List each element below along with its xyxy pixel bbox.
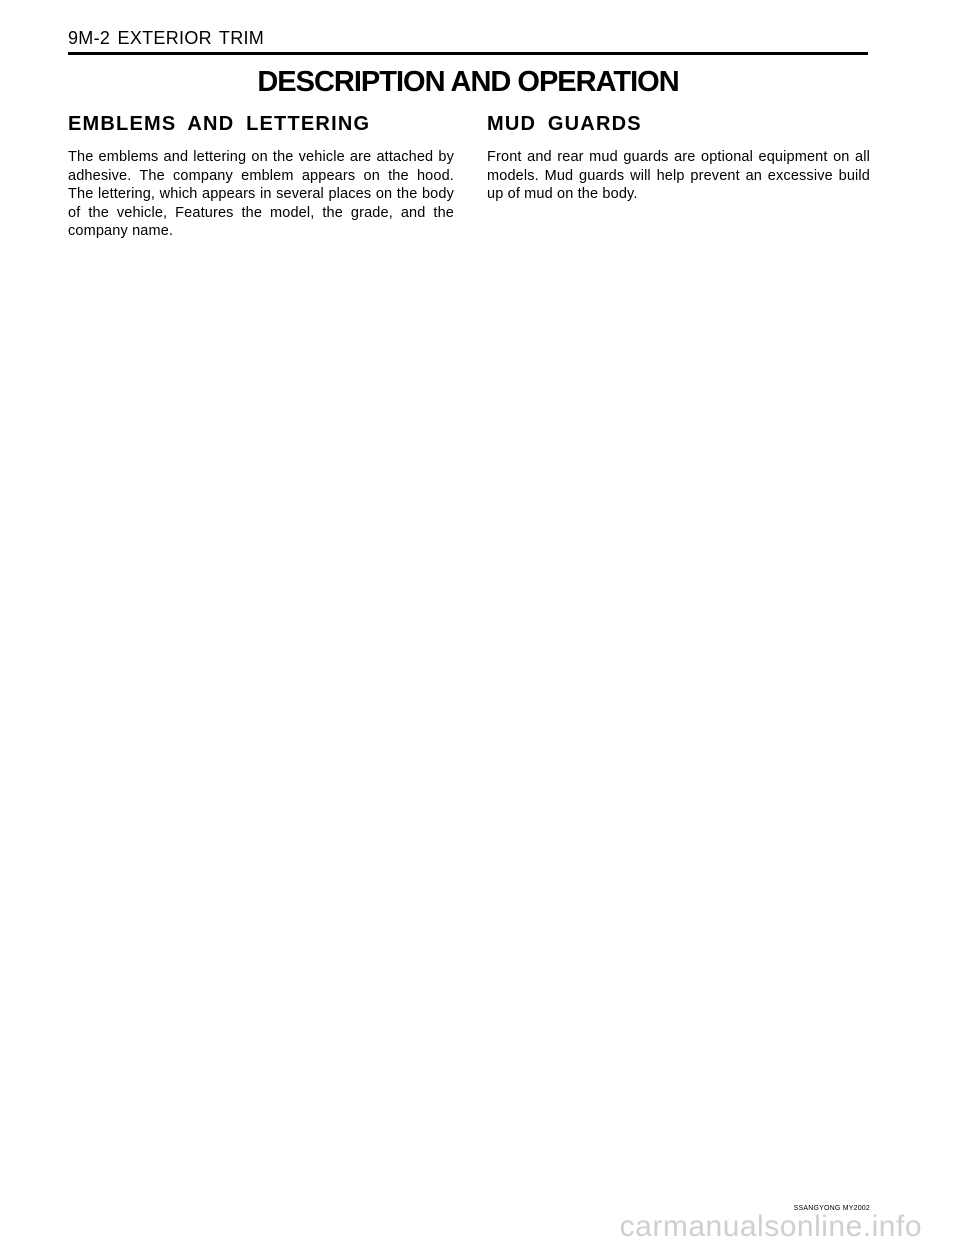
- header-divider: [68, 52, 868, 55]
- section-body: The emblems and lettering on the vehicle are attached by adhesive. The company emblem appears on the hood. The lettering, which appears in several places on the body of the vehicle, Features the model, the grade, and the company name.: [68, 149, 454, 239]
- footer-model-code: SSANGYONG MY2002: [793, 1205, 870, 1212]
- watermark-text: carmanualsonline.info: [619, 1210, 922, 1243]
- section-heading: EMBLEMS AND LETTERING: [68, 113, 371, 135]
- header-title: 9M-2 EXTERIOR TRIM: [68, 28, 265, 48]
- section-body: Front and rear mud guards are optional equipment on all models. Mud guards will help prevent an excessive build up of mud on the body.: [487, 149, 870, 202]
- section-heading: MUD GUARDS: [487, 113, 642, 135]
- page-header: [68, 28, 868, 56]
- section-emblems-and-lettering: [68, 113, 454, 241]
- page-title: DESCRIPTION AND OPERATION: [257, 66, 679, 98]
- section-mud-guards: [487, 113, 870, 204]
